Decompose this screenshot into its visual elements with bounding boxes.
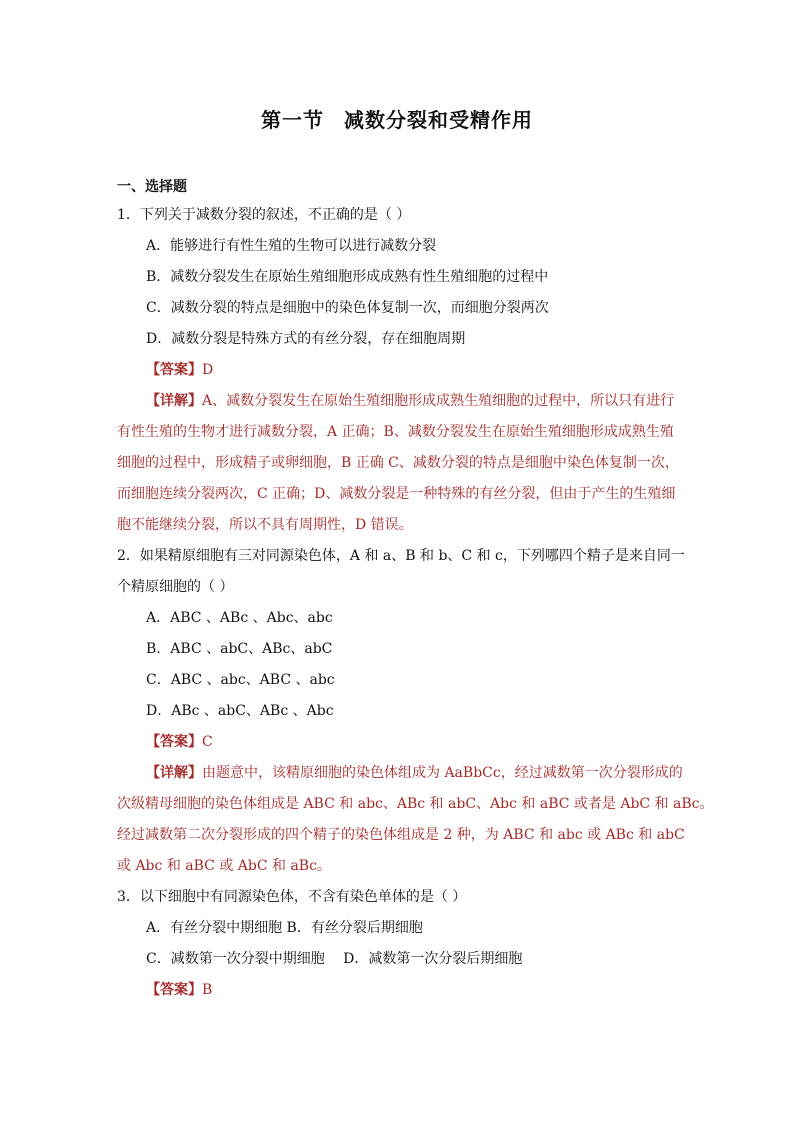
explanation-line: 次级精母细胞的染色体组成是 ABC 和 abc、ABc 和 abC、Abc 和 aBC 或者是 AbC 和 aBc。 bbox=[117, 796, 714, 812]
question-stem-cont: 个精原细胞的（ ） bbox=[117, 579, 234, 595]
option-a: A．能够进行有性生殖的生物可以进行减数分裂 bbox=[146, 238, 437, 254]
option-cd: C．减数第一次分裂中期细胞 D．减数第一次分裂后期细胞 bbox=[146, 951, 523, 967]
explanation-line: 有性生殖的生物才进行减数分裂，A 正确；B、减数分裂发生在原始生殖细胞形成成熟生殖 bbox=[117, 424, 674, 440]
section-heading: 一、选择题 bbox=[117, 179, 187, 195]
question-1 bbox=[117, 200, 677, 541]
option-b: B．ABC 、abC、ABc、abC bbox=[146, 641, 333, 657]
explanation bbox=[117, 386, 677, 541]
answer-line bbox=[117, 727, 677, 758]
question-stem: 3．以下细胞中有同源染色体，不含有染色单体的是（ ） bbox=[117, 889, 467, 905]
explanation-line: 细胞的过程中，形成精子或卵细胞，B 正确 C、减数分裂的特点是细胞中染色体复制一次， bbox=[117, 455, 679, 471]
option-d: D．ABc 、abC、ABc 、Abc bbox=[146, 703, 334, 719]
explanation-line: 经过减数第二次分裂形成的四个精子的染色体组成是 2 种，为 ABC 和 abc 或 ABc 和 abC bbox=[117, 827, 685, 843]
question-stem: 1．下列关于减数分裂的叙述，不正确的是（ ） bbox=[117, 207, 411, 223]
answer-tag: 【答案】 bbox=[146, 734, 202, 750]
option-c: C．减数分裂的特点是细胞中的染色体复制一次，而细胞分裂两次 bbox=[146, 300, 549, 316]
answer-value: D bbox=[202, 362, 214, 378]
title-section-number: 第一节 bbox=[261, 108, 324, 132]
option-d: D．减数分裂是特殊方式的有丝分裂，存在细胞周期 bbox=[146, 331, 466, 347]
option-c: C．ABC 、abc、ABC 、abc bbox=[146, 672, 335, 688]
option-ab: A．有丝分裂中期细胞 B．有丝分裂后期细胞 bbox=[146, 920, 423, 936]
explanation-line: 胞不能继续分裂，所以不具有周期性，D 错误。 bbox=[117, 517, 413, 533]
question-2 bbox=[117, 541, 714, 882]
explain-tag: 【详解】 bbox=[146, 765, 202, 781]
title-topic: 减数分裂和受精作用 bbox=[344, 108, 533, 132]
explanation-line: 或 Abc 和 aBC 或 AbC 和 aBc。 bbox=[117, 858, 331, 874]
answer-tag: 【答案】 bbox=[146, 362, 202, 378]
answer-value: C bbox=[202, 734, 213, 750]
answer-tag: 【答案】 bbox=[146, 982, 202, 998]
answer-line bbox=[117, 975, 677, 1006]
option-b: B．减数分裂发生在原始生殖细胞形成成熟有性生殖细胞的过程中 bbox=[146, 269, 549, 285]
explanation-line: 【详解】由题意中，该精原细胞的染色体组成为 AaBbCc，经过减数第一次分裂形成的 bbox=[146, 765, 683, 781]
explanation bbox=[117, 758, 714, 882]
option-a: A．ABC 、ABc 、Abc、abc bbox=[146, 610, 333, 626]
explain-tag: 【详解】 bbox=[146, 393, 202, 409]
answer-line bbox=[117, 355, 677, 386]
answer-value: B bbox=[202, 982, 213, 998]
page-title bbox=[0, 104, 794, 133]
question-stem: 2．如果精原细胞有三对同源染色体，A 和 a、B 和 b、C 和 c，下列哪四个精子是来自同一 bbox=[117, 548, 685, 564]
document-body bbox=[117, 174, 714, 1006]
question-3 bbox=[117, 882, 677, 1006]
explanation-line: 而细胞连续分裂两次，C 正确；D、减数分裂是一种特殊的有丝分裂，但由于产生的生殖细 bbox=[117, 486, 676, 502]
explanation-line: 【详解】A、减数分裂发生在原始生殖细胞形成成熟生殖细胞的过程中，所以只有进行 bbox=[146, 393, 675, 409]
